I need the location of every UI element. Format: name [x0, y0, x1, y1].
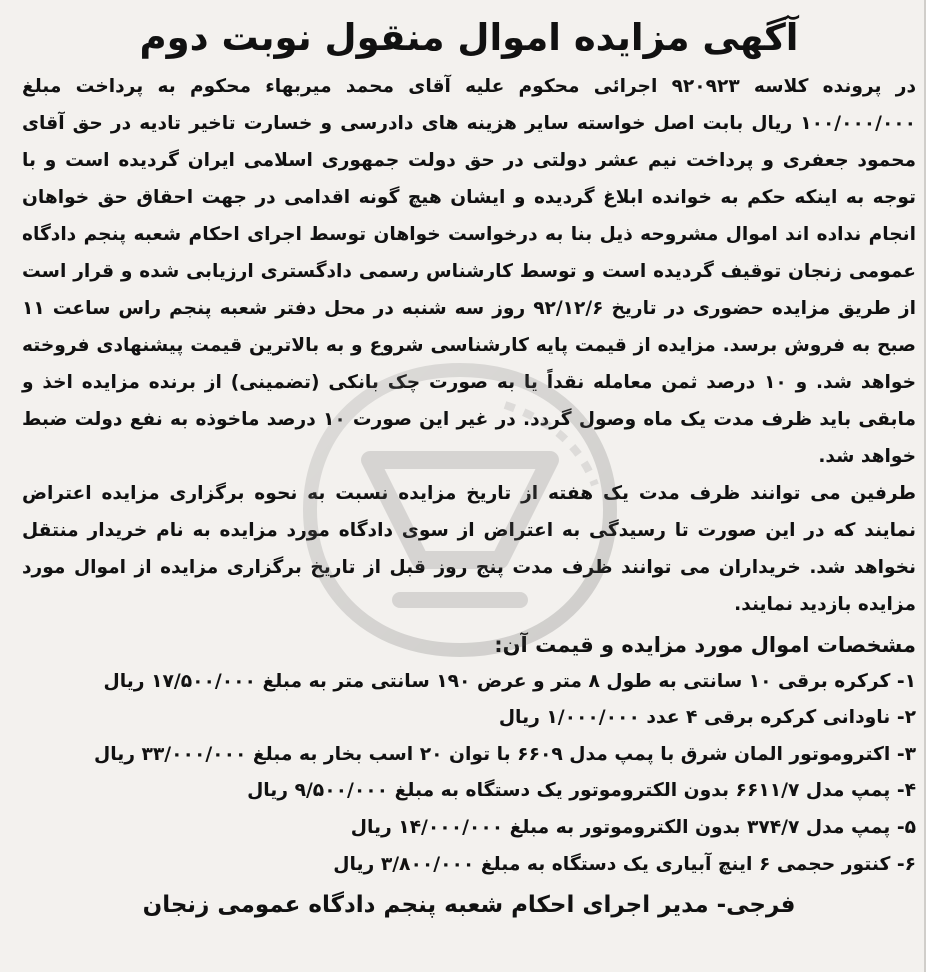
notice-title: آگهی مزایده اموال منقول نوبت دوم — [139, 16, 799, 59]
list-item: ۲- ناودانی کرکره برقی ۴ عدد ۱/۰۰۰/۰۰۰ ریال — [498, 707, 916, 729]
list-item: ۵- پمپ مدل ۳۷۴/۷ بدون الکتروموتور به مبلغ ۱۴/۰۰۰/۰۰۰ ریال — [350, 817, 916, 839]
items-heading: مشخصات اموال مورد مزایده و قیمت آن: — [494, 633, 916, 658]
list-item: ۱- کرکره برقی ۱۰ سانتی به طول ۸ متر و عرض ۱۹۰ سانتی متر به مبلغ ۱۷/۵۰۰/۰۰۰ ریال — [103, 670, 916, 692]
items-list — [22, 664, 916, 884]
list-item: ۳- اکتروموتور المان شرق با پمپ مدل ۶۶۰۹ با توان ۲۰ اسب بخار به مبلغ ۳۳/۰۰۰/۰۰۰ ریال — [93, 743, 916, 765]
signature-line: فرجی- مدیر اجرای احکام شعبه پنجم دادگاه عمومی زنجان — [142, 892, 796, 919]
notice-paragraph-1: در پرونده کلاسه ۹۲۰۹۲۳ اجرائی محکوم علیه آقای محمد میربهاء محکوم به پرداخت مبلغ ۱۰۰/۰۰۰/۰۰۰ ریال بابت اصل خواسته سایر هزینه های دادرسی و خسارت تاخیر تادیه در حق آقای محمود جعفری و پرداخت نیم عشر دولتی در حق دولت جمهوری اسلامی ایران گردیده است و با توجه به اینکه حکم به خوانده ابلاغ گردیده و ایشان هیچ گونه اقدامی در جهت احقاق حق خواهان انجام نداده اند اموال مشروحه ذیل بنا به درخواست خواهان توسط اجرای احکام شعبه پنجم دادگاه عمومی زنجان توقیف گردیده است و توسط کارشناس رسمی دادگستری ارزیابی شده و قرار است از طریق مزایده حضوری در تاریخ ۹۲/۱۲/۶ روز سه شنبه در محل دفتر شعبه پنجم راس ساعت ۱۱ صبح به فروش برسد. مزایده از قیمت پایه کارشناسی شروع و به بالاترین قیمت پیشنهادی فروخته خواهد شد. و ۱۰ درصد ثمن معامله نقداً یا به صورت چک بانکی (تضمینی) از برنده مزایده اخذ و مابقی باید ظرف مدت یک ماه وصول گردد. در غیر این صورت ۱۰ درصد ماخوذه به نفع دولت ضبط خواهد شد. — [22, 76, 916, 468]
list-item: ۶- کنتور حجمی ۶ اینچ آبیاری یک دستگاه به مبلغ ۳/۸۰۰/۰۰۰ ریال — [333, 853, 916, 875]
list-item: ۴- پمپ مدل ۶۶۱۱/۷ بدون الکتروموتور یک دستگاه به مبلغ ۹/۵۰۰/۰۰۰ ریال — [247, 780, 916, 802]
notice-paragraph-2: طرفین می توانند ظرف مدت یک هفته از تاریخ مزایده نسبت به نحوه برگزاری مزایده اعتراض نمایند که در این صورت تا رسیدگی به اعتراض از سوی دادگاه مورد مزایده به نام خریدار منتقل نخواهد شد. خریداران می توانند ظرف مدت پنج روز قبل از تاریخ برگزاری مزایده از اموال مورد مزایده بازدید نمایند. — [22, 483, 916, 616]
